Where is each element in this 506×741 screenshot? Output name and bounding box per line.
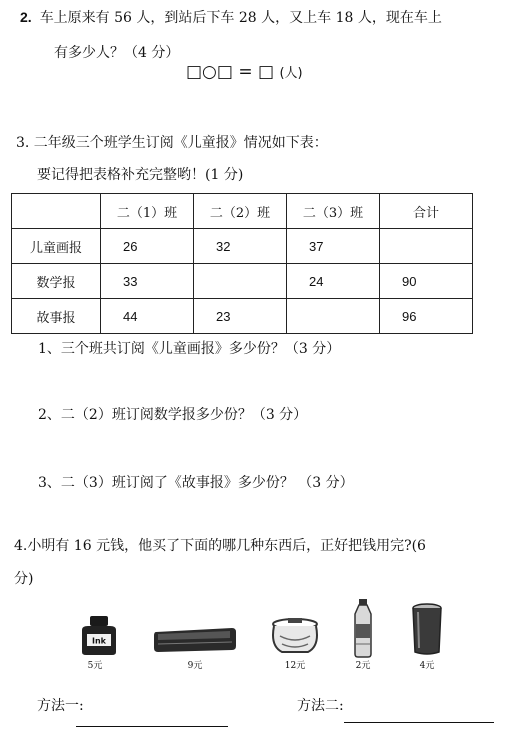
method1-label: 方法一: <box>37 698 84 714</box>
q4-line2: 分) <box>14 571 34 587</box>
basket-icon <box>268 616 322 656</box>
table-cell: 24 <box>287 264 380 299</box>
method1-answer-line[interactable] <box>76 726 228 727</box>
item-price: 12元 <box>284 661 306 671</box>
table-header-row <box>12 194 473 229</box>
table-row-label: 故事报 <box>12 299 101 334</box>
table-header-cell: 合计 <box>380 194 473 229</box>
q2-text: 车上原来有 56 人，到站后下车 28 人，又上车 18 人，现在车上 <box>39 10 442 26</box>
table-header-cell: 二（3）班 <box>287 194 380 229</box>
pencil-case-icon <box>152 626 238 654</box>
table-cell: 32 <box>194 229 287 264</box>
table-cell-blank[interactable] <box>380 229 473 264</box>
table-row-label: 儿童画报 <box>12 229 101 264</box>
item-price: 9元 <box>187 661 203 671</box>
item-price: 2元 <box>355 661 371 671</box>
table-cell-blank[interactable] <box>194 264 287 299</box>
water-bottle-icon <box>350 598 376 658</box>
table-cell: 96 <box>380 299 473 334</box>
q3-sub2: 2、二（2）班订阅数学报多少份？（3 分） <box>38 407 308 423</box>
q2-line1 <box>20 8 442 27</box>
q3-note: 要记得把表格补充完整哟！(1 分) <box>37 167 244 183</box>
q2-equation-boxes: □○□ = □ <box>186 62 275 82</box>
method2-answer-line[interactable] <box>344 722 494 723</box>
method2-label: 方法二: <box>297 698 344 714</box>
table-header-cell: 二（2）班 <box>194 194 287 229</box>
q4-line1: 4.小明有 16 元钱，他买了下面的哪几种东西后，正好把钱用完?(6 <box>14 538 426 554</box>
table-header-cell <box>12 194 101 229</box>
table-row <box>12 299 473 334</box>
table-row <box>12 229 473 264</box>
table-cell: 37 <box>287 229 380 264</box>
table-cell: 33 <box>101 264 194 299</box>
q2-line2: 有多少人？（4 分） <box>54 45 180 61</box>
q3-sub3: 3、二（3）班订阅了《故事报》多少份？ （3 分） <box>38 475 354 491</box>
q2-equation <box>186 62 303 82</box>
q3-sub1: 1、三个班共订阅《儿童画报》多少份？（3 分） <box>38 341 341 357</box>
table-cell: 23 <box>194 299 287 334</box>
table-header-cell: 二（1）班 <box>101 194 194 229</box>
cup-icon <box>410 602 444 656</box>
table-row <box>12 264 473 299</box>
table-cell: 26 <box>101 229 194 264</box>
subscription-table <box>11 193 473 334</box>
table-row-label: 数学报 <box>12 264 101 299</box>
item-price: 5元 <box>87 661 103 671</box>
table-cell: 44 <box>101 299 194 334</box>
ink-bottle-icon <box>78 614 120 656</box>
table-cell: 90 <box>380 264 473 299</box>
item-price: 4元 <box>419 661 435 671</box>
q2-unit: (人) <box>279 66 303 81</box>
table-cell-blank[interactable] <box>287 299 380 334</box>
q2-number: 2. <box>20 9 32 25</box>
q3-intro: 3. 二年级三个班学生订阅《儿童报》情况如下表： <box>16 135 328 151</box>
ink-label: Ink <box>92 636 106 646</box>
